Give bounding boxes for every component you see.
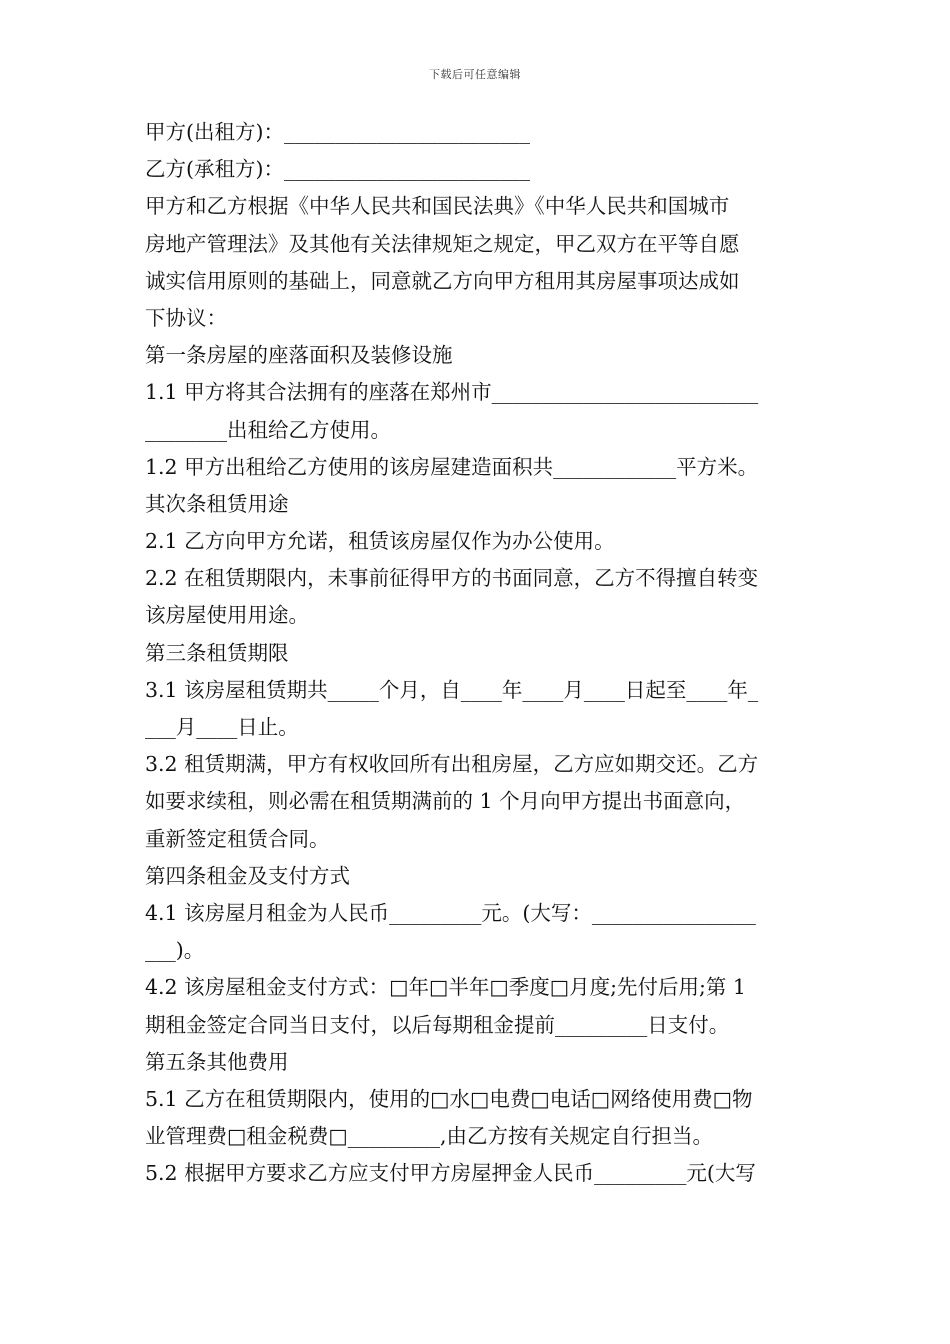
clause-2-1: 2.1 乙方向甲方允诺，租赁该房屋仅作为办公使用。 (145, 529, 615, 554)
clause-3-2-line-3: 重新签定租赁合同。 (145, 826, 330, 851)
page-header: 下载后可任意编辑 (429, 68, 521, 81)
clause-4-2-line-1: 4.2 该房屋租金支付方式：□年□半年□季度□月度;先付后用;第 1 (145, 975, 746, 1000)
preamble-line-3: 诚实信用原则的基础上，同意就乙方向甲方租用其房屋事项达成如 (145, 268, 740, 293)
article-1-heading: 第一条房屋的座落面积及装修设施 (145, 343, 453, 368)
clause-5-1-line-1: 5.1 乙方在租赁期限内，使用的□水□电费□电话□网络使用费□物 (145, 1086, 753, 1111)
clause-1-2: 1.2 甲方出租给乙方使用的该房屋建造面积共____________平方米。 (145, 454, 759, 479)
clause-2-2-line-2: 该房屋使用用途。 (145, 603, 309, 628)
clause-5-1-line-2: 业管理费□租金税费□_________,由乙方按有关规定自行担当。 (145, 1124, 714, 1149)
clause-5-2-line-1: 5.2 根据甲方要求乙方应支付甲方房屋押金人民币_________元(大写 (145, 1161, 756, 1186)
preamble-line-2: 房地产管理法》及其他有关法律规矩之规定，甲乙双方在平等自愿 (145, 231, 740, 256)
clause-2-2-line-1: 2.2 在租赁期限内，未事前征得甲方的书面同意，乙方不得擅自转变 (145, 566, 759, 591)
document-body (145, 114, 810, 1192)
clause-1-1-line-2: ________出租给乙方使用。 (145, 417, 391, 442)
clause-3-1-line-1: 3.1 该房屋租赁期共_____个月，自____年____月____日起至____年_ (145, 677, 759, 702)
article-5-heading: 第五条其他费用 (145, 1049, 289, 1074)
article-4-heading: 第四条租金及支付方式 (145, 863, 350, 888)
article-2-heading: 其次条租赁用途 (145, 491, 289, 516)
clause-4-1-line-2: ___)。 (145, 938, 205, 963)
article-3-heading: 第三条租赁期限 (145, 640, 289, 665)
clause-3-2-line-2: 如要求续租，则必需在租赁期满前的 1 个月向甲方提出书面意向， (145, 789, 746, 814)
clause-4-1-line-1: 4.1 该房屋月租金为人民币_________元。(大写：________________ (145, 900, 756, 925)
clause-1-1-line-1: 1.1 甲方将其合法拥有的座落在郑州市__________________________ (145, 380, 759, 405)
clause-3-2-line-1: 3.2 租赁期满，甲方有权收回所有出租房屋，乙方应如期交还。乙方 (145, 752, 759, 777)
preamble-line-4: 下协议： (145, 305, 227, 330)
preamble-line-1: 甲方和乙方根据《中华人民共和国民法典》《中华人民共和国城市 (145, 194, 730, 219)
lessee-line: 乙方(承租方)：________________________ (145, 157, 530, 182)
clause-3-1-line-2: ___月____日止。 (145, 715, 299, 739)
lessor-line: 甲方(出租方)：________________________ (145, 120, 530, 144)
clause-4-2-line-2: 期租金签定合同当日支付，以后每期租金提前_________日支付。 (145, 1012, 730, 1037)
